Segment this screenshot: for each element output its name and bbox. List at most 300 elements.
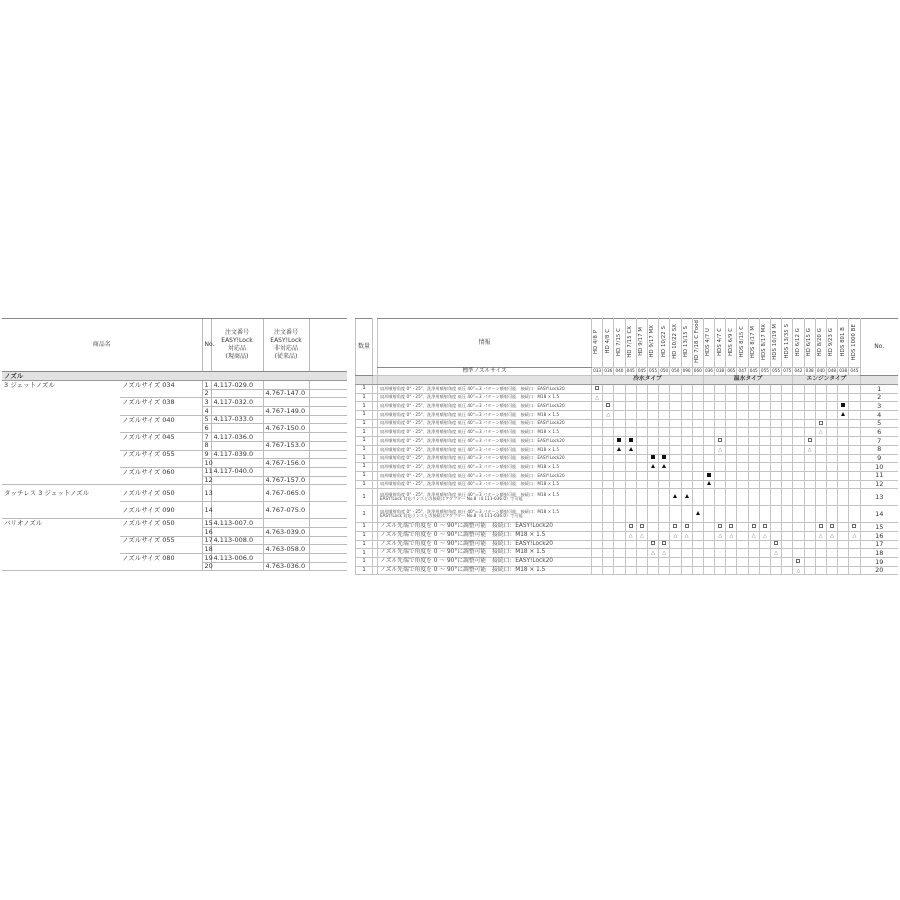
compat-cell bbox=[681, 454, 692, 463]
nozzle-code: 045 bbox=[636, 368, 647, 376]
filled-triangle-icon bbox=[696, 511, 700, 515]
compat-cell bbox=[737, 445, 748, 454]
compat-cell bbox=[614, 411, 625, 420]
header-order-non-l3: 非対応品 bbox=[274, 345, 299, 352]
group-name: バリオノズル bbox=[4, 519, 43, 528]
order-legacy: 4.767-156.0 bbox=[263, 459, 309, 468]
compat-cell bbox=[782, 437, 793, 446]
compat-cell bbox=[603, 531, 614, 540]
compat-cell bbox=[782, 531, 793, 540]
compat-cell bbox=[826, 428, 837, 437]
product-row bbox=[2, 527, 347, 536]
compat-cell bbox=[737, 558, 748, 567]
compat-cell bbox=[782, 419, 793, 428]
section-nozzle: ノズル bbox=[2, 372, 347, 381]
compat-cell bbox=[703, 506, 714, 523]
header-order-non-l1: 注文番号 bbox=[274, 328, 299, 336]
compat-cell bbox=[614, 558, 625, 567]
info-cell bbox=[378, 480, 592, 489]
compat-cell bbox=[592, 523, 603, 532]
product-row bbox=[2, 433, 347, 442]
compat-cell bbox=[625, 411, 636, 420]
row-no: 11 bbox=[860, 471, 898, 480]
compat-cell bbox=[748, 437, 759, 446]
nozzle-code: 038 bbox=[715, 368, 726, 376]
compat-cell bbox=[826, 531, 837, 540]
compat-cell bbox=[592, 454, 603, 463]
compat-cell bbox=[849, 480, 860, 489]
compat-cell bbox=[703, 558, 714, 567]
compat-cell bbox=[659, 549, 670, 558]
compat-cell bbox=[793, 506, 804, 523]
nozzle-code: 045 bbox=[849, 368, 860, 376]
open-square-icon bbox=[718, 438, 722, 442]
size-cell bbox=[120, 424, 202, 433]
compat-cell bbox=[715, 471, 726, 480]
group-name-cell bbox=[2, 519, 120, 528]
compat-cell bbox=[793, 480, 804, 489]
info-line: ノズル先端で角度を 0 ～ 90°に調整可能 接続口：EASY!Lock20 bbox=[380, 540, 553, 547]
compat-cell bbox=[692, 480, 703, 489]
compat-cell bbox=[715, 393, 726, 402]
model-name: HDS 13/35 S bbox=[783, 324, 790, 359]
compat-cell bbox=[793, 385, 804, 394]
compat-cell bbox=[715, 385, 726, 394]
row-no: 6 bbox=[202, 424, 211, 433]
compat-cell bbox=[826, 523, 837, 532]
compat-cell bbox=[793, 471, 804, 480]
compat-cell bbox=[647, 411, 658, 420]
compat-cell bbox=[771, 489, 782, 506]
std-nozzle-row bbox=[356, 368, 899, 376]
compat-cell bbox=[659, 531, 670, 540]
qty-cell: 1 bbox=[356, 566, 373, 575]
model-name: HDS 4/7 C bbox=[716, 327, 723, 356]
compat-cell bbox=[737, 393, 748, 402]
open-square-icon bbox=[729, 524, 733, 528]
model-name: HD 4/8 P bbox=[593, 329, 600, 354]
row-no: 5 bbox=[860, 419, 898, 428]
compat-cell bbox=[804, 393, 815, 402]
compat-cell bbox=[793, 558, 804, 567]
product-row bbox=[2, 476, 347, 485]
compat-cell bbox=[603, 454, 614, 463]
compat-cell bbox=[771, 523, 782, 532]
size-cell bbox=[120, 459, 202, 468]
compat-row bbox=[356, 471, 899, 480]
compat-cell bbox=[681, 419, 692, 428]
compat-cell bbox=[670, 411, 681, 420]
qty-cell: 1 bbox=[356, 454, 373, 463]
compat-cell bbox=[625, 523, 636, 532]
compat-cell bbox=[759, 549, 770, 558]
compat-cell bbox=[759, 428, 770, 437]
compat-cell bbox=[659, 523, 670, 532]
compat-cell bbox=[614, 566, 625, 575]
compat-row bbox=[356, 523, 899, 532]
compat-cell bbox=[603, 489, 614, 506]
compat-cell bbox=[659, 558, 670, 567]
info-line: ノズル先端で角度を 0 ～ 90°に調整可能 接続口：M18 × 1.5 bbox=[380, 549, 546, 556]
open-triangle-icon: △ bbox=[673, 532, 678, 539]
compat-cell bbox=[659, 480, 670, 489]
compat-cell bbox=[748, 463, 759, 472]
compat-cell bbox=[793, 428, 804, 437]
compat-cell bbox=[692, 531, 703, 540]
compat-cell bbox=[647, 506, 658, 523]
filled-triangle-icon bbox=[673, 494, 677, 498]
compat-cell bbox=[592, 411, 603, 420]
compat-cell bbox=[826, 558, 837, 567]
order-legacy: 4.767-147.0 bbox=[263, 389, 309, 398]
info-line: 扇形噴射角度 0°・25°、洗浄用噴射角度 低圧 40°＝3 パターン噴射可能 接続口：EASY!Lock20 bbox=[380, 420, 565, 426]
compat-cell bbox=[793, 566, 804, 575]
category-blank bbox=[356, 376, 373, 385]
compat-cell bbox=[625, 531, 636, 540]
header-order-non bbox=[263, 319, 309, 372]
compat-cell bbox=[636, 566, 647, 575]
compat-cell bbox=[748, 523, 759, 532]
model-header-cell bbox=[826, 319, 837, 368]
compat-cell bbox=[782, 558, 793, 567]
compat-cell bbox=[715, 411, 726, 420]
compat-cell bbox=[703, 489, 714, 506]
order-legacy: 4.767-065.0 bbox=[263, 485, 309, 502]
compat-cell bbox=[849, 523, 860, 532]
compat-cell bbox=[838, 471, 849, 480]
compat-cell bbox=[681, 393, 692, 402]
group-name-cell bbox=[2, 476, 120, 485]
compat-cell bbox=[849, 411, 860, 420]
compat-cell bbox=[659, 463, 670, 472]
nozzle-code: 038 bbox=[804, 368, 815, 376]
compat-cell bbox=[614, 463, 625, 472]
compat-cell bbox=[681, 463, 692, 472]
compat-cell bbox=[703, 402, 714, 411]
compat-cell bbox=[759, 445, 770, 454]
open-square-icon bbox=[606, 403, 610, 407]
compat-cell bbox=[625, 393, 636, 402]
info-cell bbox=[378, 445, 592, 454]
info-line: 扇形噴射角度 0°・25°、洗浄用噴射角度 低圧 40°＝3 パターン噴射可能 接続口：M18 × 1.5 bbox=[380, 446, 560, 452]
compat-cell bbox=[838, 480, 849, 489]
info-cell bbox=[378, 385, 592, 394]
open-square-icon bbox=[763, 524, 767, 528]
model-name: HD 8/20 G bbox=[817, 327, 824, 356]
compat-cell bbox=[681, 540, 692, 549]
info-cell bbox=[378, 393, 592, 402]
compat-cell bbox=[782, 454, 793, 463]
compat-cell bbox=[636, 506, 647, 523]
compat-cell bbox=[603, 402, 614, 411]
compat-cell bbox=[625, 445, 636, 454]
filled-square-icon bbox=[707, 473, 711, 477]
model-header-cell bbox=[703, 319, 714, 368]
blank-cell bbox=[309, 441, 347, 450]
blank-cell bbox=[309, 398, 347, 407]
qty-cell: 1 bbox=[356, 531, 373, 540]
model-header-cell bbox=[670, 319, 681, 368]
compat-cell bbox=[659, 419, 670, 428]
info-cell bbox=[378, 463, 592, 472]
compat-cell bbox=[592, 540, 603, 549]
compat-cell bbox=[703, 385, 714, 394]
compat-cell bbox=[726, 437, 737, 446]
compat-cell bbox=[603, 506, 614, 523]
compat-cell bbox=[737, 566, 748, 575]
compat-cell bbox=[681, 385, 692, 394]
compat-cell bbox=[826, 540, 837, 549]
blank-cell bbox=[309, 467, 347, 476]
info-cell bbox=[378, 471, 592, 480]
compat-cell bbox=[603, 540, 614, 549]
compat-row bbox=[356, 402, 899, 411]
filled-triangle-icon bbox=[629, 447, 633, 451]
compat-cell bbox=[715, 558, 726, 567]
qty-cell: 1 bbox=[356, 437, 373, 446]
compat-cell bbox=[625, 454, 636, 463]
compat-cell bbox=[838, 549, 849, 558]
info-line: 扇形噴射角度 0°・25°、洗浄用噴射角度 低圧 40°＝3 パターン噴射可能 接続口：M18 × 1.5 bbox=[380, 509, 560, 515]
compat-cell bbox=[659, 506, 670, 523]
compat-cell bbox=[647, 540, 658, 549]
model-header-cell bbox=[726, 319, 737, 368]
compat-cell bbox=[804, 428, 815, 437]
filled-square-icon bbox=[662, 455, 666, 459]
row-no: 17 bbox=[202, 536, 211, 545]
compat-cell bbox=[636, 419, 647, 428]
compat-cell bbox=[636, 385, 647, 394]
compat-cell bbox=[838, 454, 849, 463]
open-triangle-icon: △ bbox=[774, 550, 779, 557]
compat-cell bbox=[849, 489, 860, 506]
compat-cell bbox=[815, 402, 826, 411]
compat-cell bbox=[726, 393, 737, 402]
compat-cell bbox=[659, 566, 670, 575]
compat-cell bbox=[782, 549, 793, 558]
compat-cell bbox=[625, 463, 636, 472]
compat-cell bbox=[793, 454, 804, 463]
row-no: 5 bbox=[202, 415, 211, 424]
compat-cell bbox=[647, 463, 658, 472]
compat-cell bbox=[715, 549, 726, 558]
order-easylock bbox=[211, 424, 263, 433]
compat-cell bbox=[804, 523, 815, 532]
order-easylock bbox=[211, 485, 263, 502]
group-name-cell bbox=[2, 562, 120, 571]
row-no: 18 bbox=[202, 545, 211, 554]
open-square-icon bbox=[819, 421, 823, 425]
size-cell: ノズルサイズ 050 bbox=[122, 519, 175, 528]
compat-cell bbox=[838, 385, 849, 394]
row-no: 20 bbox=[860, 566, 898, 575]
group-name: タッチレス 3 ジェットノズル bbox=[4, 489, 90, 498]
compat-cell bbox=[826, 566, 837, 575]
compat-cell bbox=[793, 402, 804, 411]
compat-cell bbox=[838, 411, 849, 420]
compat-cell bbox=[793, 419, 804, 428]
compat-cell bbox=[647, 480, 658, 489]
qty-cell: 1 bbox=[356, 471, 373, 480]
compat-cell bbox=[726, 419, 737, 428]
compat-cell bbox=[737, 540, 748, 549]
compat-cell bbox=[815, 471, 826, 480]
compat-cell bbox=[782, 385, 793, 394]
header-product-name: 商品名 bbox=[2, 319, 202, 372]
size-cell: ノズルサイズ 055 bbox=[122, 450, 175, 459]
open-triangle-icon: △ bbox=[818, 532, 823, 539]
compat-cell bbox=[748, 445, 759, 454]
filled-square-icon bbox=[651, 455, 655, 459]
compat-cell bbox=[826, 480, 837, 489]
size-cell: ノズルサイズ 040 bbox=[122, 415, 175, 424]
compat-cell bbox=[636, 489, 647, 506]
open-square-icon bbox=[629, 524, 633, 528]
compat-cell bbox=[849, 540, 860, 549]
size-cell: ノズルサイズ 055 bbox=[122, 536, 175, 545]
compat-cell bbox=[815, 428, 826, 437]
model-header-cell bbox=[614, 319, 625, 368]
compat-cell bbox=[759, 385, 770, 394]
compat-cell bbox=[759, 506, 770, 523]
nozzle-code: 090 bbox=[681, 368, 692, 376]
header-blank bbox=[309, 319, 347, 372]
compat-cell bbox=[670, 566, 681, 575]
compat-cell bbox=[726, 480, 737, 489]
model-name: HD 4/8 C bbox=[604, 329, 611, 354]
header-order-easy-l3: 対応品 bbox=[228, 345, 247, 352]
compat-cell bbox=[647, 489, 658, 506]
compat-cell bbox=[771, 558, 782, 567]
compat-cell bbox=[737, 471, 748, 480]
compat-cell bbox=[592, 506, 603, 523]
compat-cell bbox=[826, 489, 837, 506]
blank-cell bbox=[309, 519, 347, 528]
row-no: 11 bbox=[202, 467, 211, 476]
compat-cell bbox=[614, 393, 625, 402]
compat-cell bbox=[804, 445, 815, 454]
compat-cell bbox=[670, 437, 681, 446]
compat-cell bbox=[793, 411, 804, 420]
compat-cell bbox=[647, 402, 658, 411]
compat-cell bbox=[759, 454, 770, 463]
compat-cell bbox=[804, 549, 815, 558]
info-cell bbox=[378, 558, 592, 567]
qty-cell: 1 bbox=[356, 540, 373, 549]
compat-cell bbox=[636, 428, 647, 437]
model-name: HDS 6/9 C bbox=[727, 327, 734, 356]
compat-cell bbox=[782, 463, 793, 472]
open-triangle-icon: △ bbox=[751, 532, 756, 539]
compatibility-table bbox=[355, 318, 898, 575]
compat-cell bbox=[826, 419, 837, 428]
product-row bbox=[2, 545, 347, 554]
header-no: No. bbox=[202, 319, 211, 372]
compat-cell bbox=[759, 463, 770, 472]
compat-cell bbox=[849, 463, 860, 472]
group-name-cell bbox=[2, 389, 120, 398]
product-row bbox=[2, 407, 347, 416]
row-no: 7 bbox=[860, 437, 898, 446]
compat-cell bbox=[715, 566, 726, 575]
compat-cell bbox=[771, 540, 782, 549]
compat-cell bbox=[703, 437, 714, 446]
compat-cell bbox=[670, 489, 681, 506]
compat-cell bbox=[592, 402, 603, 411]
blank-cell bbox=[309, 536, 347, 545]
group-name-cell bbox=[2, 398, 120, 407]
product-row bbox=[2, 441, 347, 450]
info-cell bbox=[378, 428, 592, 437]
category-label: エンジンタイプ bbox=[793, 376, 860, 385]
model-header-cell bbox=[793, 319, 804, 368]
compat-cell bbox=[838, 523, 849, 532]
compat-cell bbox=[726, 445, 737, 454]
compat-cell bbox=[592, 419, 603, 428]
product-row bbox=[2, 459, 347, 468]
compat-cell bbox=[826, 549, 837, 558]
compat-cell bbox=[793, 549, 804, 558]
nozzle-code: 060 bbox=[692, 368, 703, 376]
compat-cell bbox=[726, 523, 737, 532]
size-cell: ノズルサイズ 038 bbox=[122, 398, 175, 407]
open-square-icon bbox=[819, 524, 823, 528]
model-header-cell bbox=[849, 319, 860, 368]
filled-square-icon bbox=[629, 438, 633, 442]
compat-cell bbox=[614, 523, 625, 532]
compat-cell bbox=[681, 506, 692, 523]
compat-cell bbox=[759, 566, 770, 575]
header-order-easy-l4: (現商品) bbox=[225, 353, 249, 361]
compat-cell bbox=[692, 385, 703, 394]
compat-cell bbox=[815, 411, 826, 420]
product-row bbox=[2, 519, 347, 528]
compat-cell bbox=[804, 480, 815, 489]
blank-cell bbox=[309, 433, 347, 442]
order-legacy: 4.767-153.0 bbox=[263, 441, 309, 450]
compat-cell bbox=[703, 419, 714, 428]
open-square-icon bbox=[662, 541, 666, 545]
blank-cell bbox=[309, 389, 347, 398]
compat-cell bbox=[793, 393, 804, 402]
order-easylock bbox=[211, 545, 263, 554]
compat-cell bbox=[670, 385, 681, 394]
compat-cell bbox=[614, 437, 625, 446]
compat-cell bbox=[826, 437, 837, 446]
compat-row bbox=[356, 411, 899, 420]
compat-cell bbox=[737, 463, 748, 472]
compat-cell bbox=[838, 489, 849, 506]
compat-cell bbox=[681, 523, 692, 532]
compat-cell bbox=[715, 523, 726, 532]
nozzle-code: 033 bbox=[592, 368, 603, 376]
compat-cell bbox=[614, 428, 625, 437]
size-cell bbox=[120, 476, 202, 485]
compat-cell bbox=[726, 411, 737, 420]
row-no: 13 bbox=[860, 489, 898, 506]
open-square-icon bbox=[808, 438, 812, 442]
compat-row bbox=[356, 463, 899, 472]
compat-cell bbox=[804, 566, 815, 575]
compat-cell bbox=[737, 523, 748, 532]
info-line: ノズル先端で角度を 0 ～ 90°に調整可能 接続口：M18 × 1.5 bbox=[380, 531, 546, 538]
compat-row bbox=[356, 540, 899, 549]
compat-cell bbox=[603, 419, 614, 428]
group-name-cell bbox=[2, 424, 120, 433]
compat-cell bbox=[681, 549, 692, 558]
blank-cell bbox=[309, 554, 347, 563]
order-legacy: 4.767-075.0 bbox=[263, 502, 309, 519]
